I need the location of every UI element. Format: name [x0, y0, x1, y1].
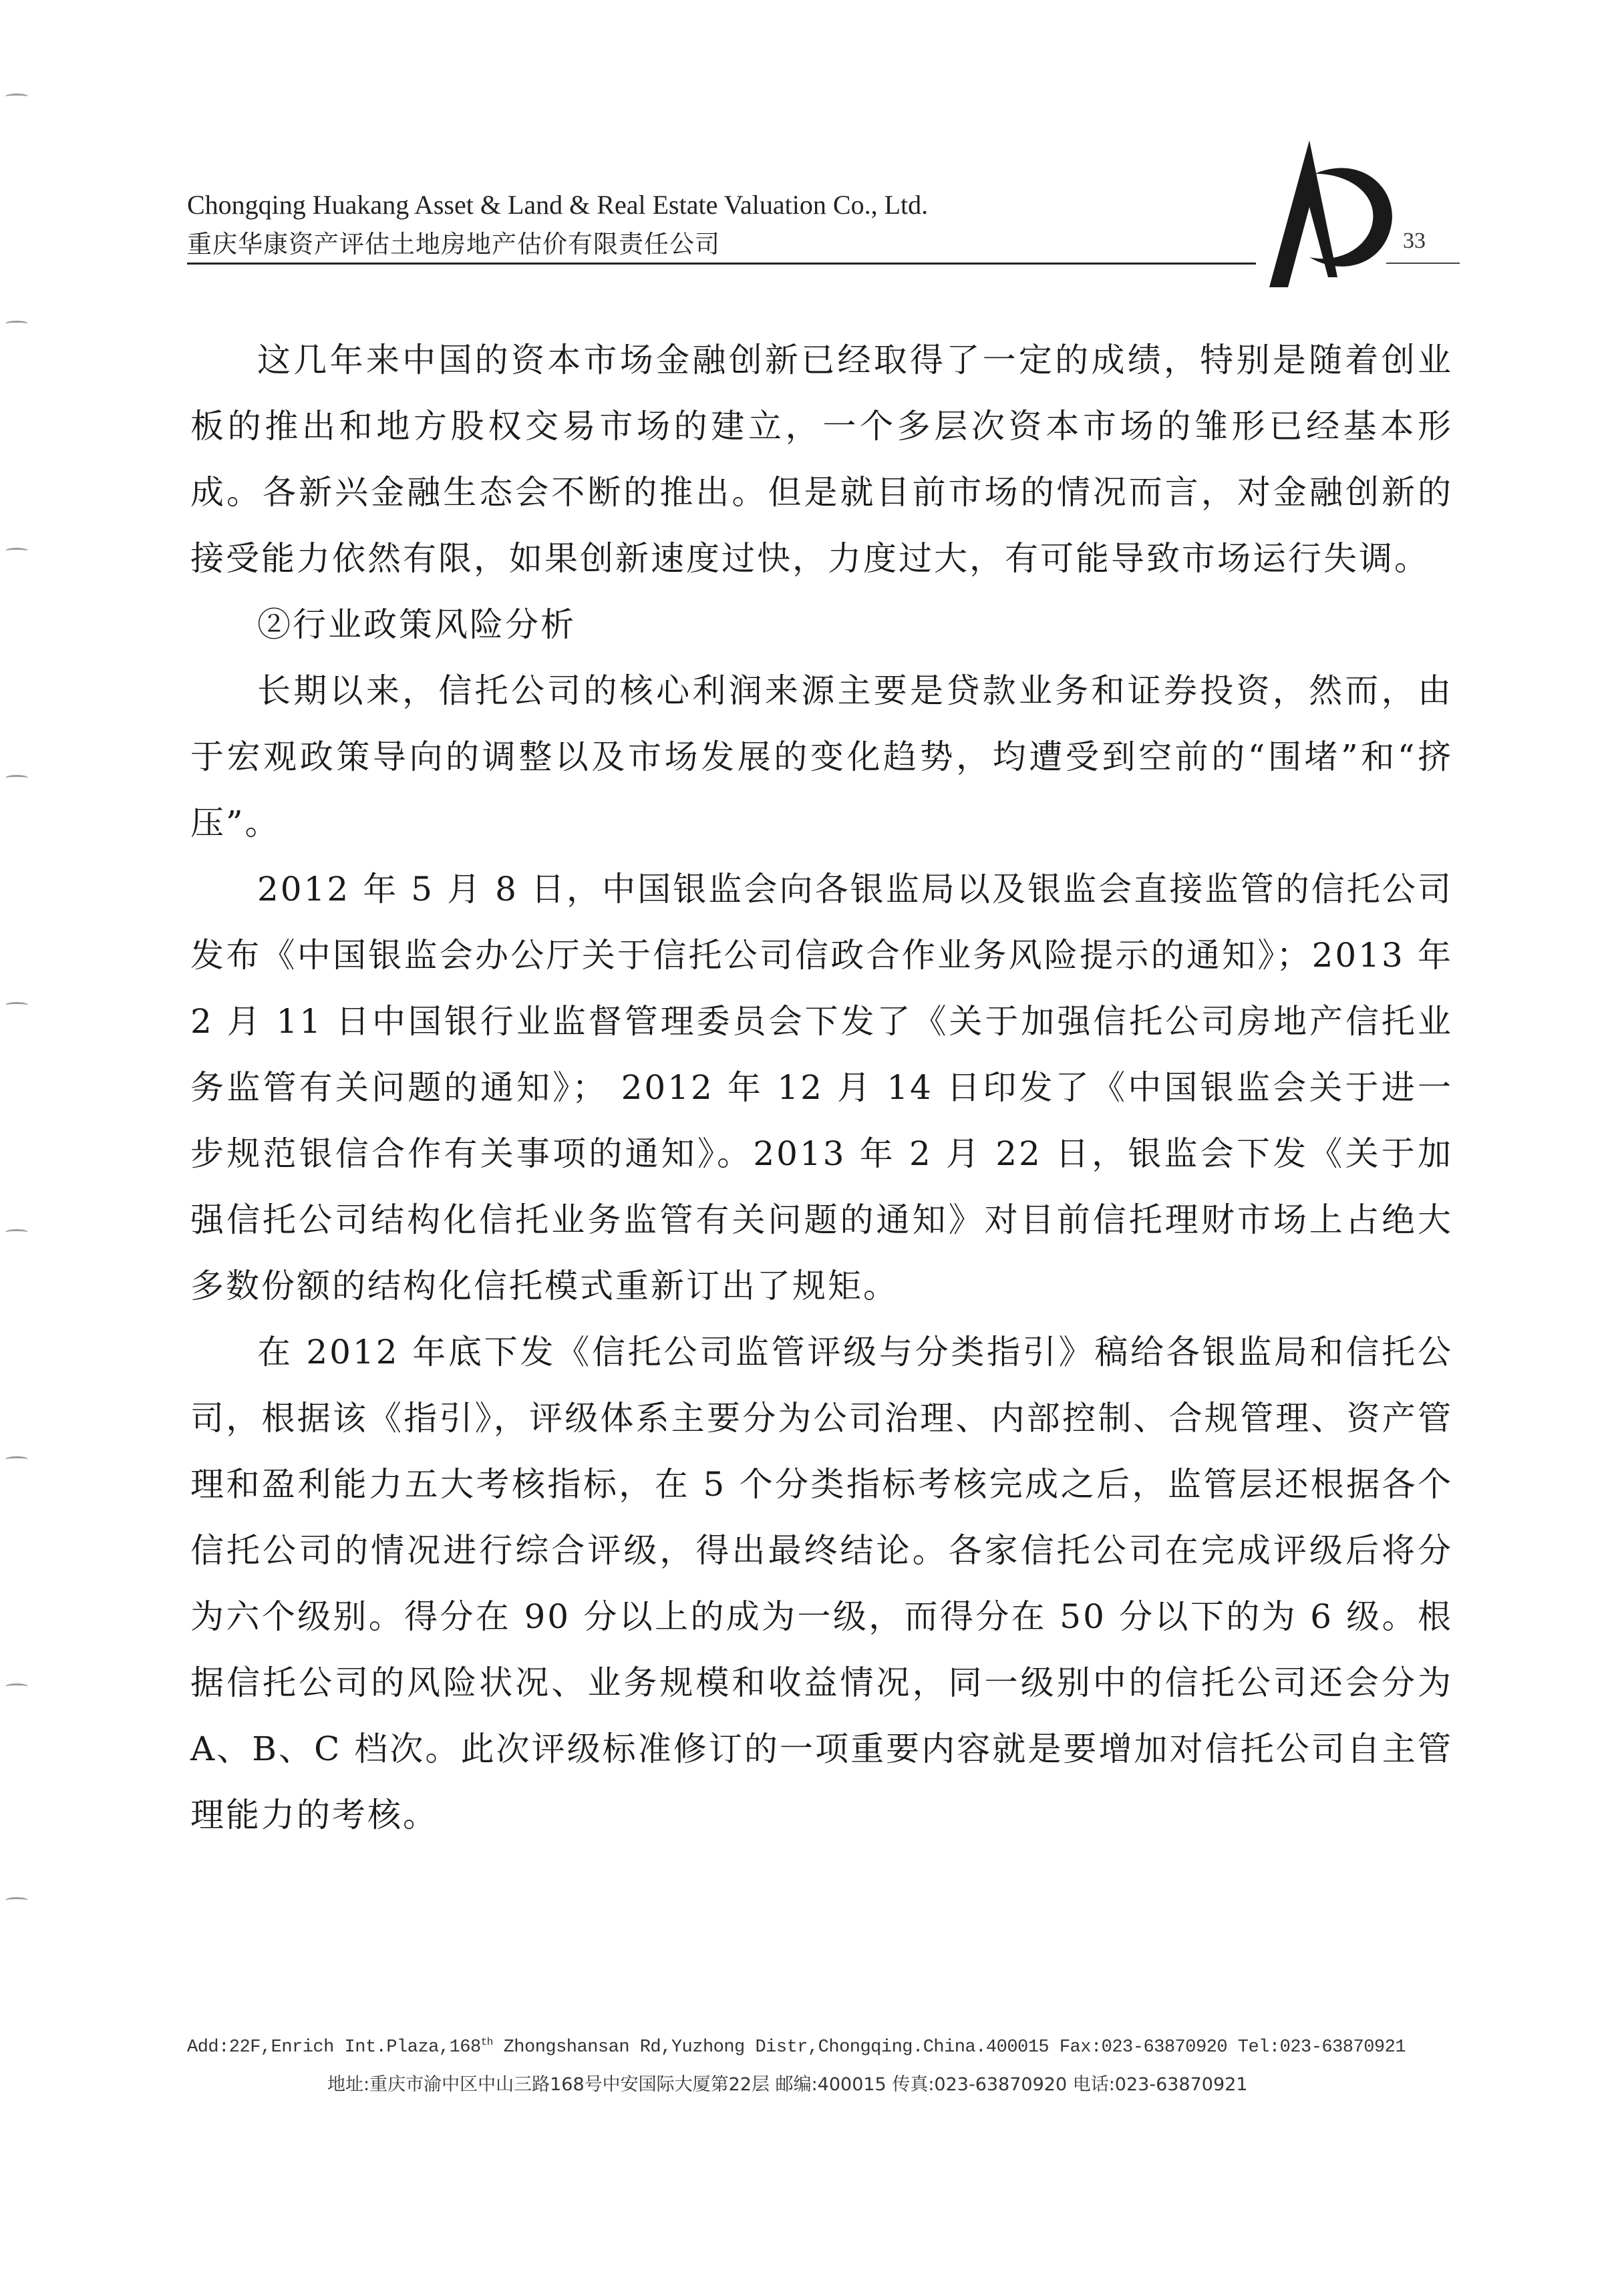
section-heading-policy-risk: ②行业政策风险分析: [257, 605, 576, 644]
paragraph-capital-market: 这几年来中国的资本市场金融创新已经取得了一定的成绩，特别是随着创业板的推出和地方股权交易市场的建立，一个多层次资本市场的雏形已经基本形成。各新兴金融生态会不断的推出。但是就目前市场的情况而言，对金融创新的接受能力依然有限，如果创新速度过快，力度过大，有可能导致市场运行失调。: [190, 341, 1453, 578]
header-company-cn: 重庆华康资产评估土地房地产估价有限责任公司: [187, 230, 720, 259]
binding-mark: [5, 1002, 28, 1008]
binding-mark: [5, 1897, 28, 1903]
header-company-en: Chongqing Huakang Asset & Land & Real Estate Valuation Co., Ltd.: [187, 190, 929, 220]
binding-mark: [5, 1456, 28, 1462]
paragraph-rating-guidelines: 在 2012 年底下发《信托公司监管评级与分类指引》稿给各银监局和信托公司，根据该《指引》，评级体系主要分为公司治理、内部控制、合规管理、资产管理和盈利能力五大考核指标，在 5 个分类指标考核完成之后，监管层还根据各个信托公司的情况进行综合评级，得出最终结论。各家信托公司在完成评级后将分为六个级别。得分在 90 分以上的成为一级，而得分在 50 分以下的为 6 级。根据信托公司的风险状况、业务规模和收益情况，同一级别中的信托公司还会分为 A、B、C 档次。此次评级标准修订的一项重要内容就是要增加对信托公司自主管理能力的考核。: [190, 1333, 1453, 1834]
footer-address-en-start: Add:22F,Enrich Int.Plaza,168: [187, 2037, 481, 2058]
company-logo-icon: [1263, 137, 1396, 291]
binding-mark: [5, 548, 28, 554]
page-number-rule: [1386, 263, 1460, 264]
footer-address-cn: 地址:重庆市渝中区中山三路168号中安国际大厦第22层 邮编:400015 传真:023-63870920 电话:023-63870921: [327, 2074, 1248, 2095]
paragraph-regulatory-notices: 2012 年 5 月 8 日，中国银监会向各银监局以及银监会直接监管的信托公司发布《中国银监会办公厅关于信托公司信政合作业务风险提示的通知》；2013 年 2 月 11 日中国银行业监督管理委员会下发了《关于加强信托公司房地产信托业务监管有关问题的通知》； 2012 年 12 月 14 日印发了《中国银监会关于进一步规范银信合作有关事项的通知》。2013 年 2 月 22 日，银监会下发《关于加强信托公司结构化信托业务监管有关问题的通知》对目前信托理财市场上占绝大多数份额的结构化信托模式重新订出了规矩。: [190, 870, 1453, 1305]
footer-address-en-end: Zhongshansan Rd,Yuzhong Distr,Chongqing.China.400015 Fax:023-63870920 Tel:023-63870921: [492, 2037, 1406, 2058]
binding-mark: [5, 1683, 28, 1689]
header-rule: [187, 263, 1256, 265]
binding-mark: [5, 775, 28, 781]
footer-address-en: [187, 2036, 1456, 2058]
paragraph-trust-profit: 长期以来，信托公司的核心利润来源主要是贷款业务和证券投资，然而，由于宏观政策导向的调整以及市场发展的变化趋势，均遭受到空前的“围堵”和“挤压”。: [190, 671, 1453, 842]
binding-mark: [5, 1229, 28, 1235]
footer-address-en-sup: th: [480, 2036, 493, 2048]
body-text: [190, 327, 1453, 1848]
page-number: 33: [1403, 228, 1426, 253]
binding-mark: [5, 321, 28, 327]
binding-mark: [5, 94, 28, 100]
